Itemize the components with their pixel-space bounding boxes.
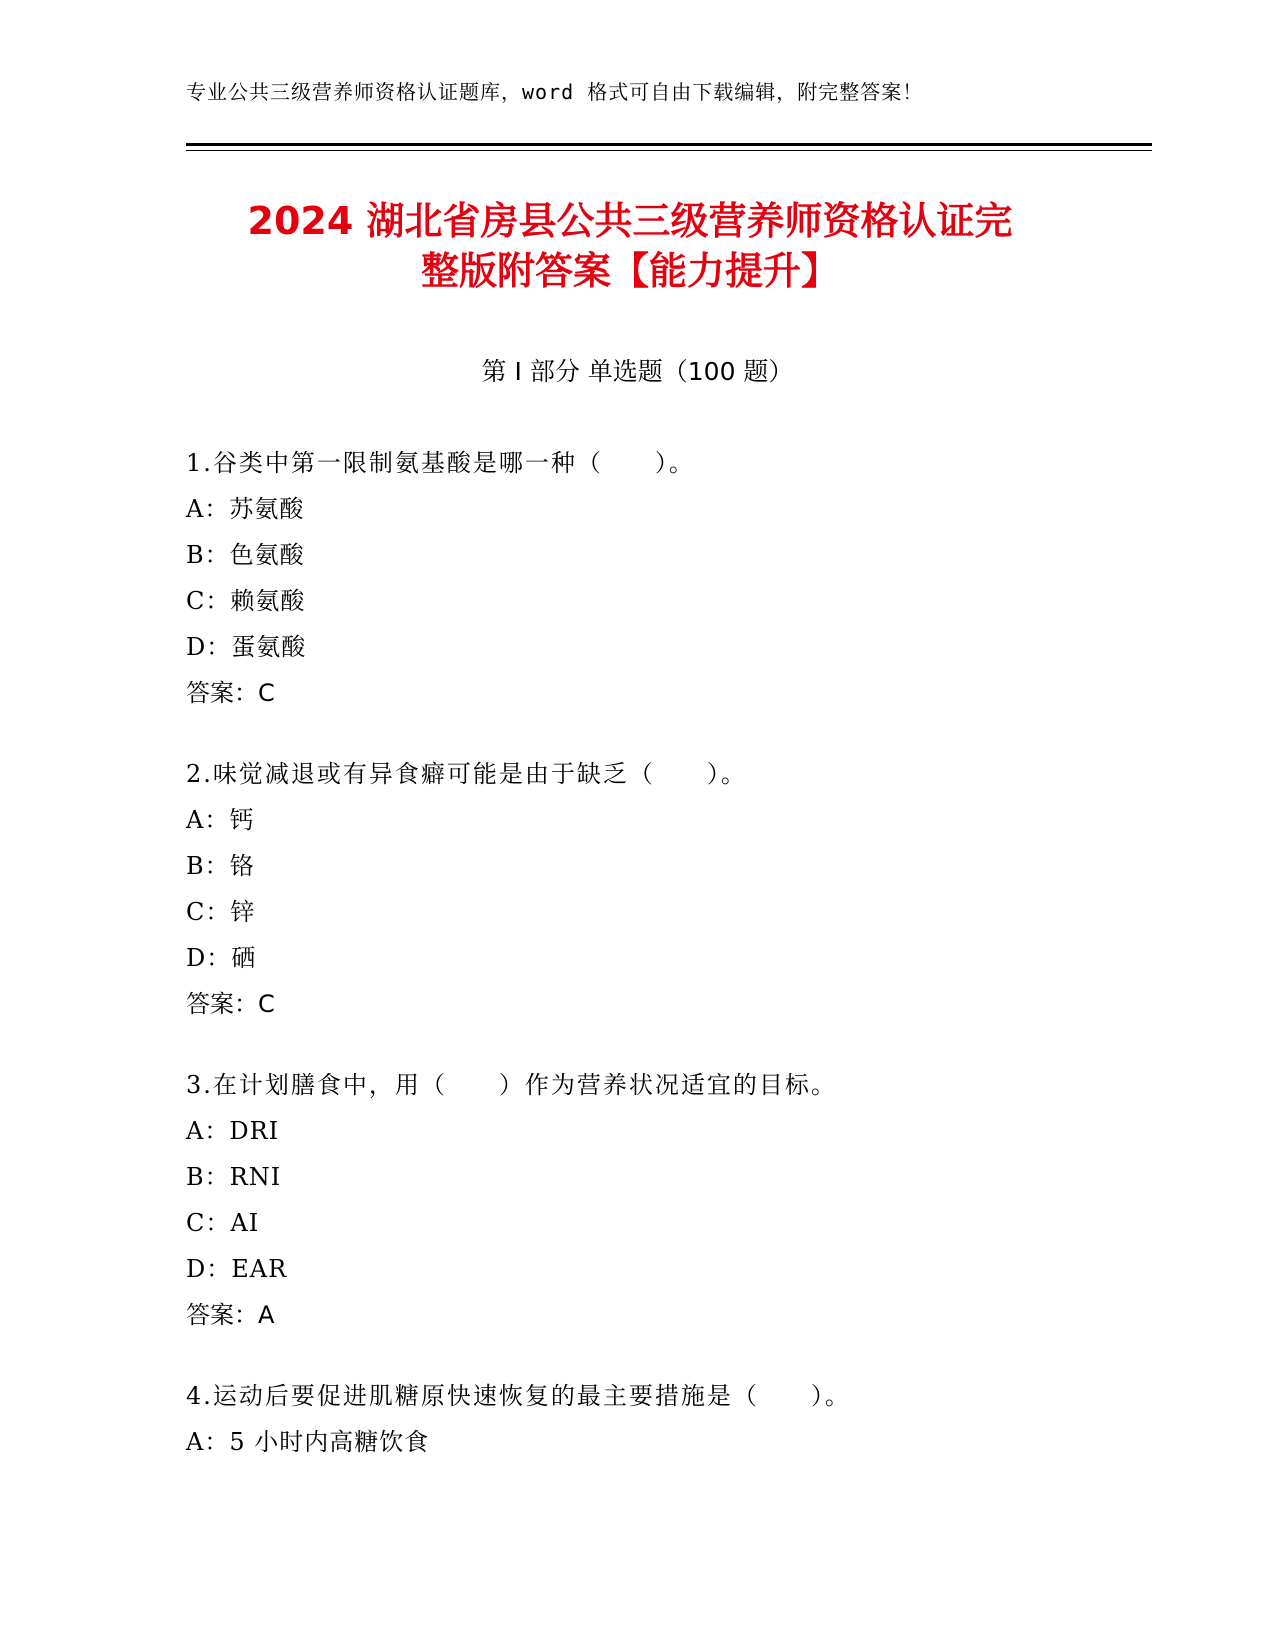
header-rule-thin [186,150,1152,151]
question-4 [186,1373,1146,1465]
question-1 [186,440,1146,716]
answer-line: 答案：A [186,1301,275,1329]
option-a: A：5 小时内高糖饮食 [186,1428,430,1456]
option-c: C：锌 [186,898,256,926]
question-stem: 3.在计划膳食中，用（ ）作为营养状况适宜的目标。 [186,1071,837,1099]
option-a: A：苏氨酸 [186,495,305,523]
option-d: D：蛋氨酸 [186,633,307,661]
option-d: D：EAR [186,1255,288,1283]
document-title [160,196,1100,296]
option-b: B：铬 [186,852,255,880]
question-stem: 4.运动后要促进肌糖原快速恢复的最主要措施是（ ）。 [186,1382,851,1410]
question-list [186,440,1146,1500]
option-c: C：赖氨酸 [186,587,306,615]
option-a: A：钙 [186,806,255,834]
option-b: B：色氨酸 [186,541,305,569]
header-rule-thick [186,143,1152,146]
section-title: 第 I 部分 单选题（100 题） [481,357,794,386]
option-b: B：RNI [186,1163,282,1191]
document-title-line-2: 整版附答案【能力提升】 [420,249,839,293]
option-c: C：AI [186,1209,260,1237]
option-d: D：硒 [186,944,257,972]
document-title-line-1: 2024 湖北省房县公共三级营养师资格认证完 [247,199,1013,243]
question-3 [186,1062,1146,1338]
question-stem: 2.味觉减退或有异食癖可能是由于缺乏（ ）。 [186,760,747,788]
answer-line: 答案：C [186,679,275,707]
question-2 [186,751,1146,1027]
answer-line: 答案：C [186,990,275,1018]
question-stem: 1.谷类中第一限制氨基酸是哪一种（ ）。 [186,449,695,477]
header-note: 专业公共三级营养师资格认证题库，word 格式可自由下载编辑，附完整答案！ [186,80,924,104]
option-a: A：DRI [186,1117,280,1145]
